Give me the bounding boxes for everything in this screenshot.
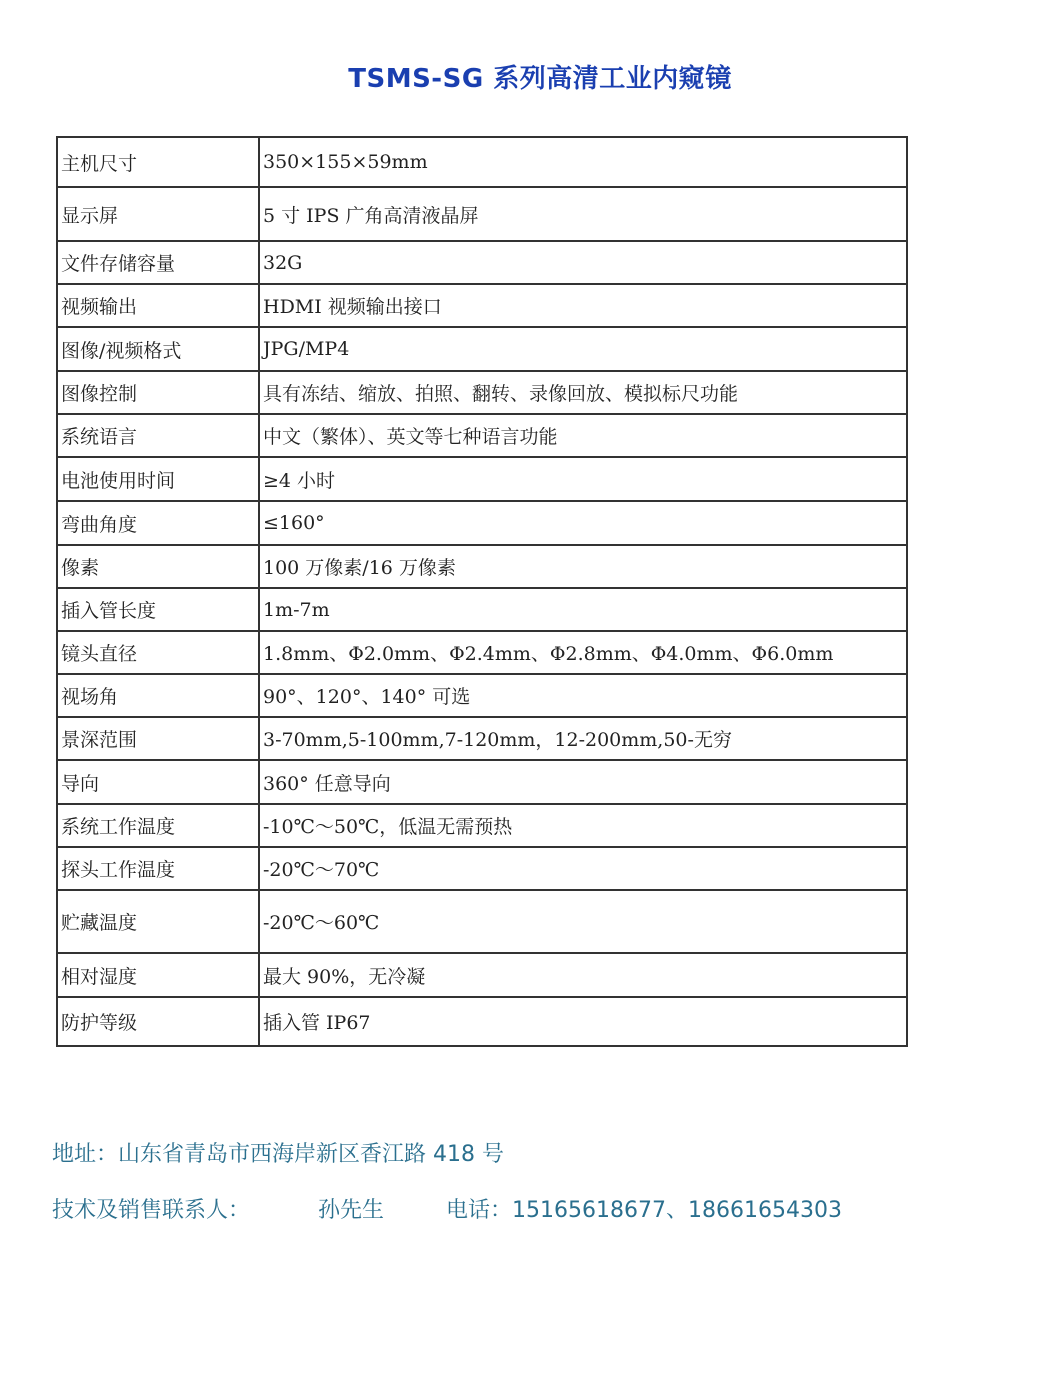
table-row (57, 457, 907, 501)
table-row (57, 804, 907, 847)
spec-label: 导向 (57, 760, 259, 804)
address-line: 地址：山东省青岛市西海岸新区香江路 418 号 (52, 1142, 504, 1167)
table-row (57, 717, 907, 760)
table-row (57, 545, 907, 588)
spec-label: 电池使用时间 (57, 457, 259, 501)
spec-value: 100 万像素/16 万像素 (259, 545, 907, 588)
spec-value: 1.8mm、Φ2.0mm、Φ2.4mm、Φ2.8mm、Φ4.0mm、Φ6.0mm (259, 631, 907, 674)
spec-value: ≤160° (259, 501, 907, 545)
spec-label: 插入管长度 (57, 588, 259, 631)
spec-label: 像素 (57, 545, 259, 588)
spec-value: 5 寸 IPS 广角高清液晶屏 (259, 187, 907, 241)
spec-label: 视场角 (57, 674, 259, 717)
table-row (57, 241, 907, 284)
spec-value: 360° 任意导向 (259, 760, 907, 804)
spec-label: 文件存储容量 (57, 241, 259, 284)
table-row (57, 414, 907, 457)
table-row (57, 890, 907, 953)
spec-value: -20℃～70℃ (259, 847, 907, 890)
spec-label: 探头工作温度 (57, 847, 259, 890)
table-row (57, 997, 907, 1046)
spec-value: JPG/MP4 (259, 327, 907, 371)
spec-value: 中文（繁体）、英文等七种语言功能 (259, 414, 907, 457)
contact-person-label: 技术及销售联系人： (52, 1198, 251, 1223)
spec-label: 相对湿度 (57, 953, 259, 997)
spec-value: 最大 90%，无冷凝 (259, 953, 907, 997)
spec-value: -10℃～50℃，低温无需预热 (259, 804, 907, 847)
spec-value: 具有冻结、缩放、拍照、翻转、录像回放、模拟标尺功能 (259, 371, 907, 414)
spec-label: 镜头直径 (57, 631, 259, 674)
table-row (57, 327, 907, 371)
spec-label: 防护等级 (57, 997, 259, 1046)
spec-label: 主机尺寸 (57, 137, 259, 187)
spec-label: 图像/视频格式 (57, 327, 259, 371)
table-row (57, 631, 907, 674)
spec-label: 图像控制 (57, 371, 259, 414)
table-row (57, 501, 907, 545)
spec-value: 350×155×59mm (259, 137, 907, 187)
contact-phone: 电话：15165618677、18661654303 (446, 1198, 842, 1223)
table-row (57, 137, 907, 187)
table-row (57, 187, 907, 241)
spec-value: ≥4 小时 (259, 457, 907, 501)
spec-value: HDMI 视频输出接口 (259, 284, 907, 327)
spec-label: 系统工作温度 (57, 804, 259, 847)
table-row (57, 588, 907, 631)
spec-value: 插入管 IP67 (259, 997, 907, 1046)
spec-table (56, 136, 908, 1047)
spec-label: 弯曲角度 (57, 501, 259, 545)
page-title: TSMS-SG 系列高清工业内窥镜 (348, 64, 732, 94)
spec-value: 32G (259, 241, 907, 284)
spec-value: -20℃～60℃ (259, 890, 907, 953)
contact-person-name: 孙先生 (318, 1198, 385, 1223)
spec-label: 系统语言 (57, 414, 259, 457)
table-row (57, 847, 907, 890)
table-row (57, 953, 907, 997)
spec-label: 视频输出 (57, 284, 259, 327)
table-row (57, 371, 907, 414)
spec-label: 贮藏温度 (57, 890, 259, 953)
spec-value: 3-70mm,5-100mm,7-120mm，12-200mm,50-无穷 (259, 717, 907, 760)
spec-label: 显示屏 (57, 187, 259, 241)
table-row (57, 284, 907, 327)
table-row (57, 760, 907, 804)
table-row (57, 674, 907, 717)
spec-value: 1m-7m (259, 588, 907, 631)
spec-value: 90°、120°、140° 可选 (259, 674, 907, 717)
contact-line (52, 1193, 842, 1224)
spec-label: 景深范围 (57, 717, 259, 760)
